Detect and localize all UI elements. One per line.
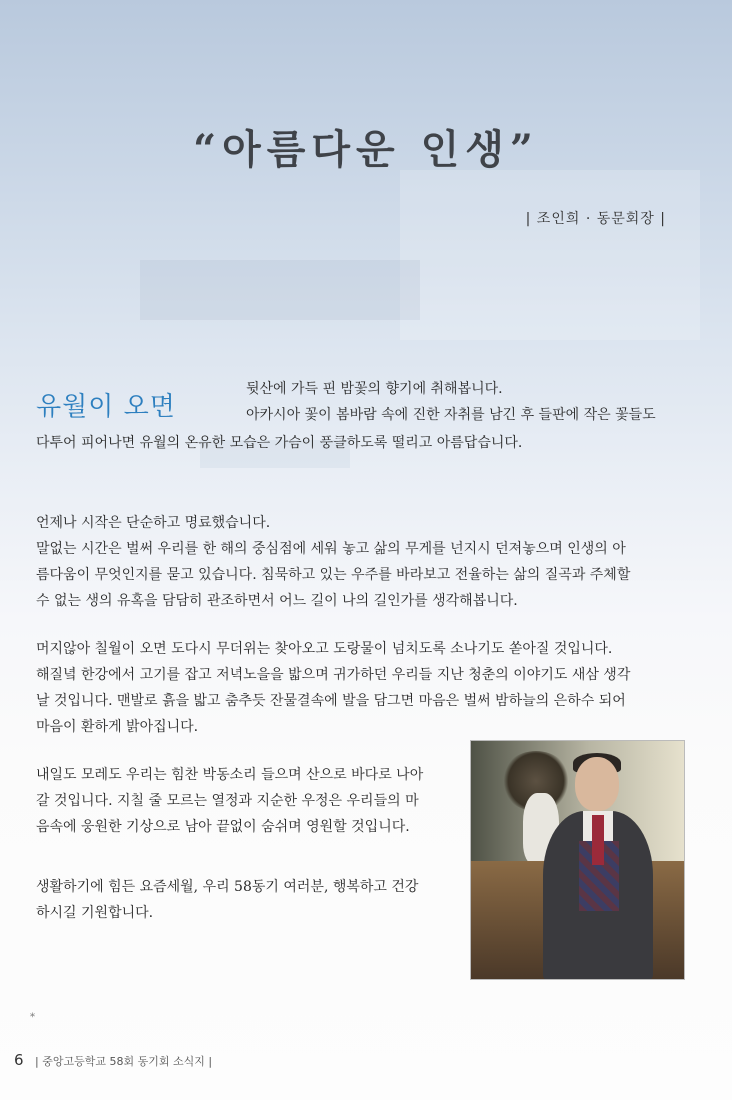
page-footer [14,1051,212,1069]
text-line: 음속에 웅원한 기상으로 남아 끝없이 숨쉬며 영원할 것입니다. [36,819,410,835]
publication-name: | 중앙고등학교 58회 동기회 소식지 | [35,1055,213,1068]
paragraph-1 [36,510,630,614]
page-title: “아름다운 인생” [193,126,539,173]
author-photo [470,740,685,980]
lede-line: 뒷산에 가득 핀 밤꽃의 향기에 취해봅니다. [246,381,503,397]
author-byline: | 조인희 · 동문회장 | [525,211,666,227]
text-line: 하시길 기원합니다. [36,905,154,921]
page-mark: * [30,1012,35,1023]
text-line: 마음이 환하게 밝아집니다. [36,719,199,735]
lede-line: 다투어 피어나면 유월의 온유한 모습은 가슴이 풍클하도록 떨리고 아름답습니다. [36,435,523,451]
text-line: 수 없는 생의 유혹을 담담히 관조하면서 어느 길이 나의 길인가를 생각해봅니다. [36,593,518,609]
text-line: 름다움이 무엇인지를 묻고 있습니다. 침묵하고 있는 우주를 바라보고 전율하는 삶의 질곡과 주체할 [36,567,631,583]
background-photo-overlay [140,260,420,320]
text-line: 해질녘 한강에서 고기를 잡고 저녁노을을 밟으며 귀가하던 우리들 지난 청춘의 이야기도 새삼 생각 [36,667,631,683]
background-photo-overlay [400,170,700,340]
lede-line: 아카시아 꽃이 봄바람 속에 진한 자취를 남긴 후 들판에 작은 꽃들도 [246,407,656,423]
paragraph-2 [36,636,630,740]
photo-face [575,757,619,811]
text-line: 머지않아 칠월이 오면 도다시 무더위는 찾아오고 도랑물이 넘치도록 소나기도 쏟아질 것입니다. [36,641,613,657]
text-line: 말없는 시간은 벌써 우리를 한 해의 중심점에 세워 놓고 삶의 무게를 넌지시 던져놓으며 인생의 아 [36,541,626,557]
page-number: 6 [14,1051,24,1069]
text-line: 내일도 모레도 우리는 힘찬 박동소리 들으며 산으로 바다로 나아 [36,767,424,783]
text-line: 언제나 시작은 단순하고 명료했습니다. [36,515,271,531]
text-line: 생활하기에 힘든 요즘세월, 우리 58동기 여러분, 행복하고 건강 [36,879,419,895]
photo-tie [592,815,604,865]
lede-heading: 유월이 오면 [36,392,176,422]
text-line: 갈 것입니다. 지칠 줄 모르는 열정과 지순한 우정은 우리들의 마 [36,793,419,809]
text-line: 날 것입니다. 맨발로 흙을 밟고 춤추듯 잔물결속에 발을 담그면 마음은 벌써 밤하늘의 은하수 되어 [36,693,626,709]
paragraph-4 [36,874,418,926]
paragraph-3 [36,762,423,840]
